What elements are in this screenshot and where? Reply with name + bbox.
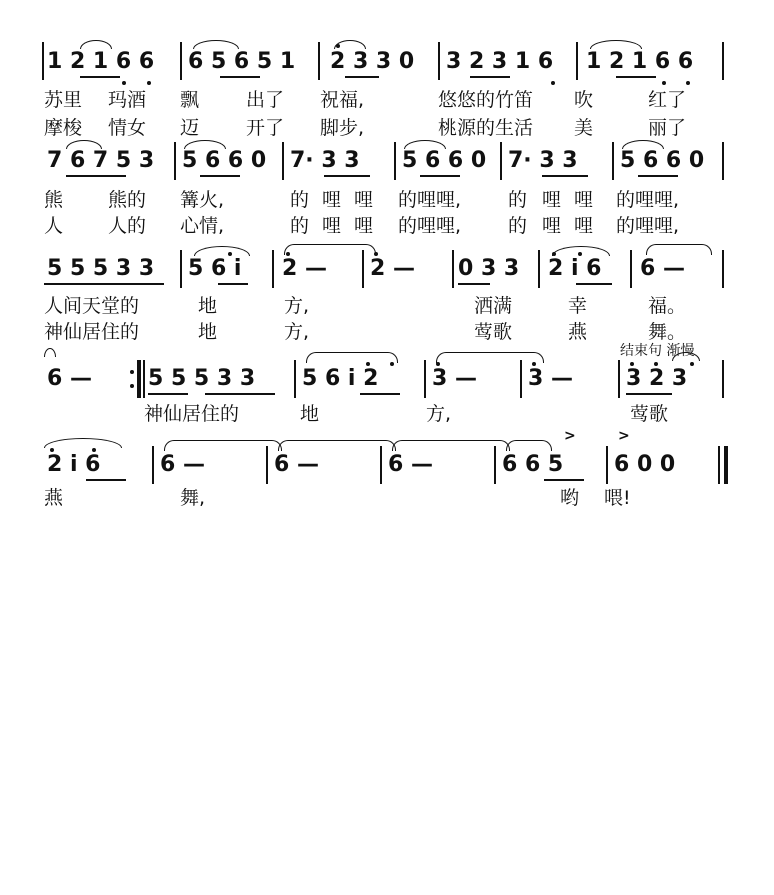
- notes-measure: 5 5 5 3 3: [47, 256, 155, 281]
- notes-measure: 2 —: [282, 256, 327, 281]
- slur: [622, 140, 664, 149]
- low-octave-dot: [122, 81, 126, 85]
- notes-measure: 7· 3 3: [290, 148, 360, 173]
- barline: [606, 446, 608, 484]
- barline: [438, 42, 440, 80]
- high-octave-dot: [630, 362, 634, 366]
- barline: [618, 360, 620, 398]
- high-octave-dot: [336, 44, 340, 48]
- lyric: 的哩哩,: [398, 215, 462, 237]
- barline: [722, 250, 724, 288]
- lyric: 地: [300, 403, 320, 425]
- accent-mark: >: [618, 428, 630, 444]
- repeat-barline: [137, 360, 141, 398]
- barline: [494, 446, 496, 484]
- lyric: 莺歌: [474, 321, 513, 343]
- barline: [42, 42, 44, 80]
- notes-measure: 3 —: [528, 366, 573, 391]
- lyric: 的: [290, 189, 310, 211]
- repeat-dot: [130, 384, 134, 388]
- lyric: 燕: [568, 321, 588, 343]
- slur: [590, 40, 642, 49]
- notes-measure: 5 6 6 0: [402, 148, 487, 173]
- lyric: 篝火,: [180, 189, 225, 211]
- low-octave-dot: [662, 81, 666, 85]
- high-octave-dot: [690, 362, 694, 366]
- barline: [424, 360, 426, 398]
- notes-measure: 5 6 i 2: [302, 366, 379, 391]
- lyric: 美: [574, 117, 594, 139]
- high-octave-dot: [228, 252, 232, 256]
- notes-measure: 2 i 6: [47, 452, 101, 477]
- barline: [318, 42, 320, 80]
- lyric: 的哩哩,: [398, 189, 462, 211]
- lyric: 幸: [568, 295, 588, 317]
- barline: [630, 250, 632, 288]
- high-octave-dot: [366, 362, 370, 366]
- notes-measure: 2 3 3 0: [330, 49, 415, 74]
- lyric: 方,: [284, 321, 310, 343]
- barline: [362, 250, 364, 288]
- beat-underline: [616, 76, 656, 78]
- lyric: 熊的: [108, 189, 147, 211]
- lyric: 燕: [44, 487, 64, 509]
- high-octave-dot: [578, 252, 582, 256]
- slur: [306, 352, 398, 363]
- lyric: 哟: [560, 487, 580, 509]
- notes-measure: 1 2 1 6 6: [47, 49, 155, 74]
- barline: [180, 42, 182, 80]
- lyric: 哩: [322, 215, 342, 237]
- barline: [722, 360, 724, 398]
- beat-underline: [86, 479, 126, 481]
- lyric: 哩: [542, 215, 562, 237]
- notes-measure: 2 —: [370, 256, 415, 281]
- beat-underline: [66, 175, 126, 177]
- barline: [180, 250, 182, 288]
- lyric: 的哩哩,: [616, 189, 680, 211]
- lyric: 哩: [574, 189, 594, 211]
- lyric: 摩梭: [44, 117, 83, 139]
- notes-measure: 3 —: [432, 366, 477, 391]
- lyric: 出了: [246, 89, 285, 111]
- beat-underline: [324, 175, 370, 177]
- lyric: 飘: [180, 89, 200, 111]
- lyric: 的: [508, 215, 528, 237]
- lyric: 人间天堂的: [44, 295, 140, 317]
- beat-underline: [44, 283, 164, 285]
- barline: [612, 142, 614, 180]
- barline: [294, 360, 296, 398]
- slur: [80, 40, 112, 49]
- beat-underline: [544, 479, 584, 481]
- lyric: 方,: [426, 403, 452, 425]
- lyric: 神仙居住的: [144, 403, 240, 425]
- repeat-dot: [130, 370, 134, 374]
- beat-underline: [345, 76, 379, 78]
- beat-underline: [80, 76, 120, 78]
- beat-underline: [638, 175, 678, 177]
- lyric: 的哩哩,: [616, 215, 680, 237]
- lyric: 人: [44, 215, 64, 237]
- lyric: 迈: [180, 117, 200, 139]
- notes-measure: 5 6 i: [188, 256, 242, 281]
- notes-measure: 6 —: [274, 452, 319, 477]
- high-octave-dot: [286, 252, 290, 256]
- high-octave-dot: [390, 362, 394, 366]
- high-octave-dot: [654, 362, 658, 366]
- tempo-annotation: 结束句 渐慢: [620, 343, 695, 359]
- notes-measure: 6 0 0: [614, 452, 676, 477]
- lyric: 哩: [354, 215, 374, 237]
- slur: [193, 40, 239, 49]
- notes-measure: 3 2 3 1 6: [446, 49, 554, 74]
- beat-underline: [200, 175, 240, 177]
- lyric: 哩: [354, 189, 374, 211]
- notes-measure: 7 6 7 5 3: [47, 148, 155, 173]
- tie: [506, 440, 552, 451]
- beat-underline: [576, 283, 612, 285]
- notes-measure: 6 —: [388, 452, 433, 477]
- beat-underline: [205, 393, 275, 395]
- tie: [646, 244, 712, 255]
- beat-underline: [420, 175, 460, 177]
- lyric: 脚步,: [320, 117, 365, 139]
- lyric: 舞。: [648, 321, 687, 343]
- tie: [436, 352, 544, 363]
- barline: [722, 142, 724, 180]
- barline: [152, 446, 154, 484]
- barline: [722, 42, 724, 80]
- high-octave-dot: [532, 362, 536, 366]
- notes-measure: 5 5 5 3 3: [148, 366, 256, 391]
- barline: [538, 250, 540, 288]
- lyric: 祝福,: [320, 89, 365, 111]
- notes-measure: 6 6 5: [502, 452, 564, 477]
- notes-measure: 6 —: [640, 256, 685, 281]
- lyric: 哩: [574, 215, 594, 237]
- barline: [500, 142, 502, 180]
- notes-measure: 6 —: [160, 452, 205, 477]
- lyric: 舞,: [180, 487, 206, 509]
- lyric: 苏里: [44, 89, 83, 111]
- low-octave-dot: [147, 81, 151, 85]
- high-octave-dot: [92, 448, 96, 452]
- notes-measure: 1 2 1 6 6: [586, 49, 694, 74]
- beat-underline: [218, 283, 248, 285]
- lyric: 开了: [246, 117, 285, 139]
- lyric: 哩: [322, 189, 342, 211]
- lyric: 哩: [542, 189, 562, 211]
- beat-underline: [626, 393, 672, 395]
- lyric: 心情,: [180, 215, 225, 237]
- beat-underline: [458, 283, 490, 285]
- lyric: 莺歌: [630, 403, 669, 425]
- lyric: 红了: [648, 89, 687, 111]
- notes-measure: 3 2 3: [626, 366, 688, 391]
- notes-measure: 6 —: [47, 366, 92, 391]
- beat-underline: [220, 76, 260, 78]
- slur: [404, 140, 446, 149]
- notes-measure: 2 i 6: [548, 256, 602, 281]
- slur: [194, 246, 250, 256]
- barline: [143, 360, 145, 398]
- notes-measure: 0 3 3: [458, 256, 520, 281]
- notes-measure: 5 6 6 0: [620, 148, 705, 173]
- barline: [174, 142, 176, 180]
- lyric: 洒满: [474, 295, 513, 317]
- barline: [394, 142, 396, 180]
- notes-measure: 7· 3 3: [508, 148, 578, 173]
- tie-continuation: [44, 348, 56, 357]
- lyric: 丽了: [648, 117, 687, 139]
- tie: [284, 244, 376, 255]
- beat-underline: [148, 393, 188, 395]
- slur: [66, 140, 102, 149]
- lyric: 地: [198, 295, 218, 317]
- slur: [44, 438, 122, 448]
- notes-measure: 6 5 6 5 1: [188, 49, 296, 74]
- lyric: 悠悠的竹笛: [438, 89, 534, 111]
- barline: [282, 142, 284, 180]
- final-barline: [718, 446, 720, 484]
- lyric: 情女: [108, 117, 147, 139]
- lyric: 人的: [108, 215, 147, 237]
- beat-underline: [470, 76, 510, 78]
- notes-measure: 5 6 6 0: [182, 148, 267, 173]
- lyric: 熊: [44, 189, 64, 211]
- lyric: 的: [508, 189, 528, 211]
- barline: [266, 446, 268, 484]
- barline: [576, 42, 578, 80]
- barline: [272, 250, 274, 288]
- lyric: 玛酒: [108, 89, 147, 111]
- slur: [184, 140, 226, 149]
- beat-underline: [360, 393, 400, 395]
- high-octave-dot: [436, 362, 440, 366]
- high-octave-dot: [374, 252, 378, 256]
- tie: [392, 440, 510, 451]
- tie: [164, 440, 282, 451]
- lyric: 方,: [284, 295, 310, 317]
- barline: [520, 360, 522, 398]
- lyric: 福。: [648, 295, 687, 317]
- lyric: 地: [198, 321, 218, 343]
- lyric: 神仙居住的: [44, 321, 140, 343]
- lyric: 的: [290, 215, 310, 237]
- final-barline-thick: [724, 446, 728, 484]
- accent-mark: >: [564, 428, 576, 444]
- low-octave-dot: [686, 81, 690, 85]
- lyric: 吹: [574, 89, 594, 111]
- tie: [278, 440, 396, 451]
- high-octave-dot: [552, 252, 556, 256]
- lyric: 喂!: [604, 487, 631, 509]
- barline: [452, 250, 454, 288]
- lyric: 桃源的生活: [438, 117, 534, 139]
- beat-underline: [542, 175, 588, 177]
- barline: [380, 446, 382, 484]
- high-octave-dot: [50, 448, 54, 452]
- low-octave-dot: [551, 81, 555, 85]
